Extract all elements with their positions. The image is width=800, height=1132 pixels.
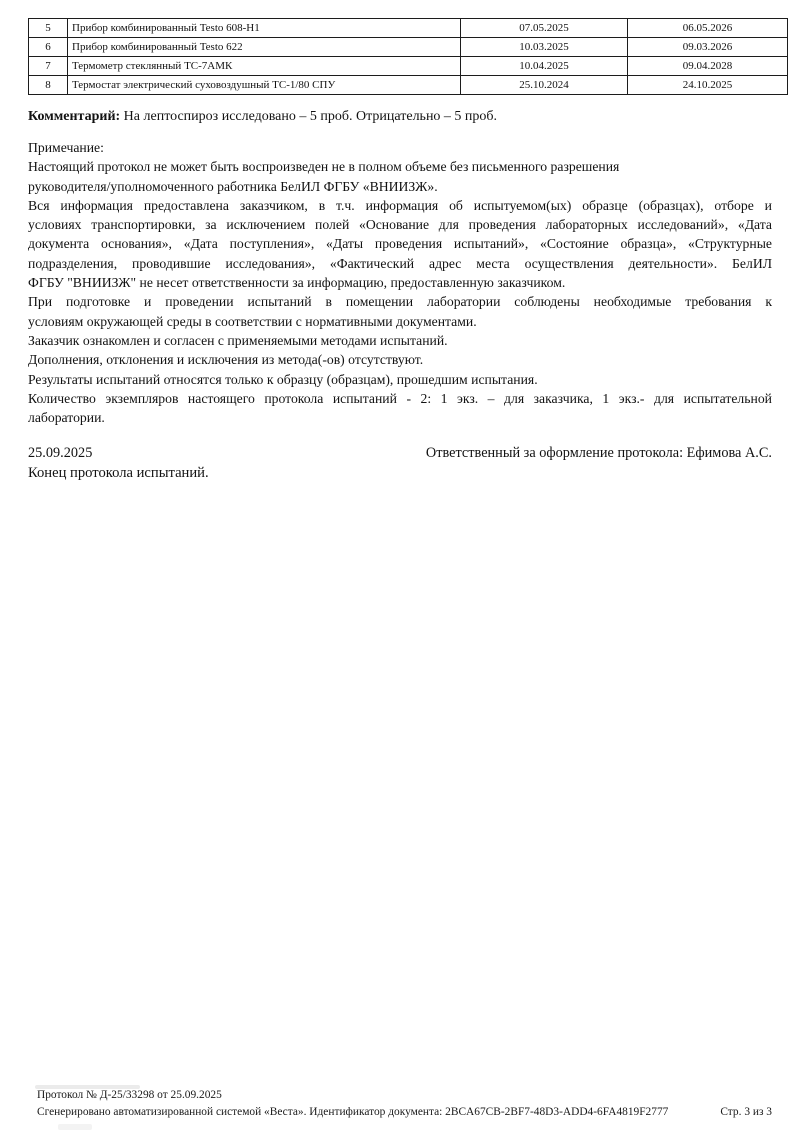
comment-label: Комментарий:: [28, 109, 121, 124]
verification-date-cell: 25.10.2024: [461, 76, 628, 95]
responsible-person: Ответственный за оформление протокола: Ефимова А.С.: [425, 445, 772, 462]
row-number-cell: 8: [29, 76, 68, 95]
valid-until-date-cell: 09.04.2028: [628, 57, 788, 76]
verification-date-cell: 10.04.2025: [461, 57, 628, 76]
note-line: документа основания», «Дата поступления», «Даты проведения испытаний», «Состояние образца», «Структурные: [28, 236, 772, 252]
note-line: Результаты испытаний относятся только к образцу (образцам), прошедшим испытания.: [28, 371, 538, 387]
signature-row: [28, 444, 772, 463]
footer-generated-info: Сгенерировано автоматизированной системой «Веста». Идентификатор документа: 2BCA67CB-2BF7-48D3-ADD4-6FA4819F2777: [37, 1105, 669, 1118]
note-line: подразделения, проводившие исследования», «Фактический адрес места осуществления деятельности». БелИЛ: [28, 255, 772, 271]
end-of-protocol: Конец протокола испытаний.: [28, 465, 209, 482]
document-content: [28, 18, 772, 483]
note-line: Дополнения, отклонения и исключения из метода(-ов) отсутствуют.: [28, 352, 424, 368]
note-line: При подготовке и проведении испытаний в помещении лаборатории соблюдены необходимые требования к: [28, 294, 772, 310]
note-line: условиям окружающей среды в соответствии с нормативными документами.: [28, 313, 477, 329]
table-row: [29, 38, 788, 57]
note-line: руководителя/уполномоченного работника БелИЛ ФГБУ «ВНИИЗЖ».: [28, 178, 438, 194]
page-footer: [37, 1087, 772, 1120]
scan-artifact: [58, 1124, 92, 1130]
comment-paragraph: [28, 107, 772, 126]
note-line: лаборатории.: [28, 410, 105, 426]
equipment-name-cell: Термометр стеклянный ТС-7АМК: [68, 57, 461, 76]
row-number-cell: 7: [29, 57, 68, 76]
equipment-table: [28, 18, 788, 95]
table-row: [29, 76, 788, 95]
table-row: [29, 19, 788, 38]
footer-protocol-number: Протокол № Д-25/33298 от 25.09.2025: [37, 1089, 222, 1101]
valid-until-date-cell: 06.05.2026: [628, 19, 788, 38]
valid-until-date-cell: 09.03.2026: [628, 38, 788, 57]
valid-until-date-cell: 24.10.2025: [628, 76, 788, 95]
note-line: условиях транспортировки, за исключением полей «Основание для проведения лабораторных исследований», «Дата: [28, 217, 772, 233]
footer-second-line: [37, 1104, 772, 1121]
note-line: ФГБУ "ВНИИЗЖ" не несет ответственности за информацию, предоставленную заказчиком.: [28, 275, 566, 291]
equipment-name-cell: Термостат электрический суховоздушный ТС-1/80 СПУ: [68, 76, 461, 95]
note-line: Заказчик ознакомлен и согласен с применяемыми методами испытаний.: [28, 332, 448, 348]
verification-date-cell: 10.03.2025: [461, 38, 628, 57]
protocol-date: 25.09.2025: [28, 445, 93, 462]
row-number-cell: 5: [29, 19, 68, 38]
note-block: [28, 138, 772, 427]
note-line: Вся информация предоставлена заказчиком, в т.ч. информация об испытуемом(ых) образце (образцах), отборе и: [28, 197, 772, 213]
equipment-name-cell: Прибор комбинированный Testo 608-H1: [68, 19, 461, 38]
footer-page-number: Стр. 3 из 3: [720, 1105, 772, 1118]
note-heading: Примечание:: [28, 140, 104, 155]
row-number-cell: 6: [29, 38, 68, 57]
note-line: Количество экземпляров настоящего протокола испытаний - 2: 1 экз. – для заказчика, 1 экз.- для испытательной: [28, 390, 772, 406]
comment-text: На лептоспироз исследовано – 5 проб. Отрицательно – 5 проб.: [123, 109, 498, 124]
note-line: Настоящий протокол не может быть воспроизведен не в полном объеме без письменного разрешения: [28, 159, 620, 175]
table-row: [29, 57, 788, 76]
equipment-name-cell: Прибор комбинированный Testo 622: [68, 38, 461, 57]
verification-date-cell: 07.05.2025: [461, 19, 628, 38]
